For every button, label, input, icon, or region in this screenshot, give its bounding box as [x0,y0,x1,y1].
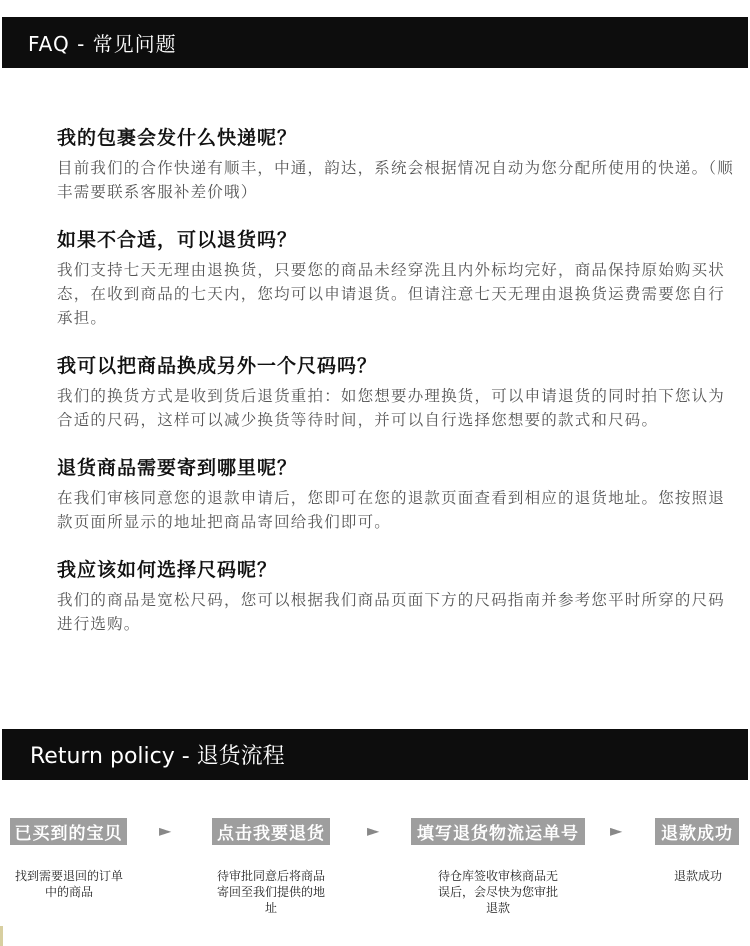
faq-answer: 目前我们的合作快递有顺丰，中通，韵达，系统会根据情况自动为您分配所使用的快递。（顺丰需要联系客服补差价哦） [57,159,734,201]
faq-answer: 在我们审核同意您的退款申请后，您即可在您的退款页面查看到相应的退货地址。您按照退款页面所显示的地址把商品寄回给我们即可。 [57,489,726,531]
arrow-right-icon: ► [610,821,623,840]
faq-header-title: FAQ - 常见问题 [28,32,177,56]
faq-question: 如果不合适，可以退货吗？ [57,229,298,251]
faq-question: 退货商品需要寄到哪里呢？ [57,457,298,479]
step-desc: 待仓库签收审核商品无误后，会尽快为您审批退款 [437,869,558,915]
faq-answer: 我们的商品是宽松尺码，您可以根据我们商品页面下方的尺码指南并参考您平时所穿的尺码进行选购。 [57,591,726,633]
faq-item [57,124,737,204]
faq-header-bar [2,17,748,68]
faq-item [57,556,737,636]
faq-item [57,352,737,432]
step-label-request-return: 点击我要退货 [212,818,330,845]
step-desc: 待审批同意后将商品寄回至我们提供的地址 [216,869,325,915]
faq-question: 我应该如何选择尺码呢？ [57,559,278,581]
faq-question: 我的包裹会发什么快递呢？ [57,127,298,149]
return-policy-header-bar [2,729,748,780]
return-policy-title: Return policy - 退货流程 [30,744,285,769]
return-steps [0,818,750,928]
faq-answer: 我们支持七天无理由退换货，只要您的商品未经穿洗且内外标均完好，商品保持原始购买状态，在收到商品的七天内，您均可以申请退货。但请注意七天无理由退换货运费需要您自行承担。 [57,261,726,327]
step-label-bought-items: 已买到的宝贝 [10,818,127,845]
step-desc: 退款成功 [673,869,722,883]
faq-item [57,454,737,534]
faq-question: 我可以把商品换成另外一个尺码吗？ [57,355,378,377]
arrow-right-icon: ► [159,821,172,840]
faq-item [57,226,737,330]
step-label-tracking-number: 填写退货物流运单号 [411,818,585,845]
step-desc: 找到需要退回的订单中的商品 [14,869,123,899]
faq-answer: 我们的换货方式是收到货后退货重拍：如您想要办理换货，可以申请退货的同时拍下您认为合适的尺码，这样可以减少换货等待时间，并可以自行选择您想要的款式和尺码。 [57,387,726,429]
edge-mark [0,926,3,946]
step-label-refund-success: 退款成功 [655,818,739,845]
arrow-right-icon: ► [367,821,380,840]
faq-list [57,124,737,658]
